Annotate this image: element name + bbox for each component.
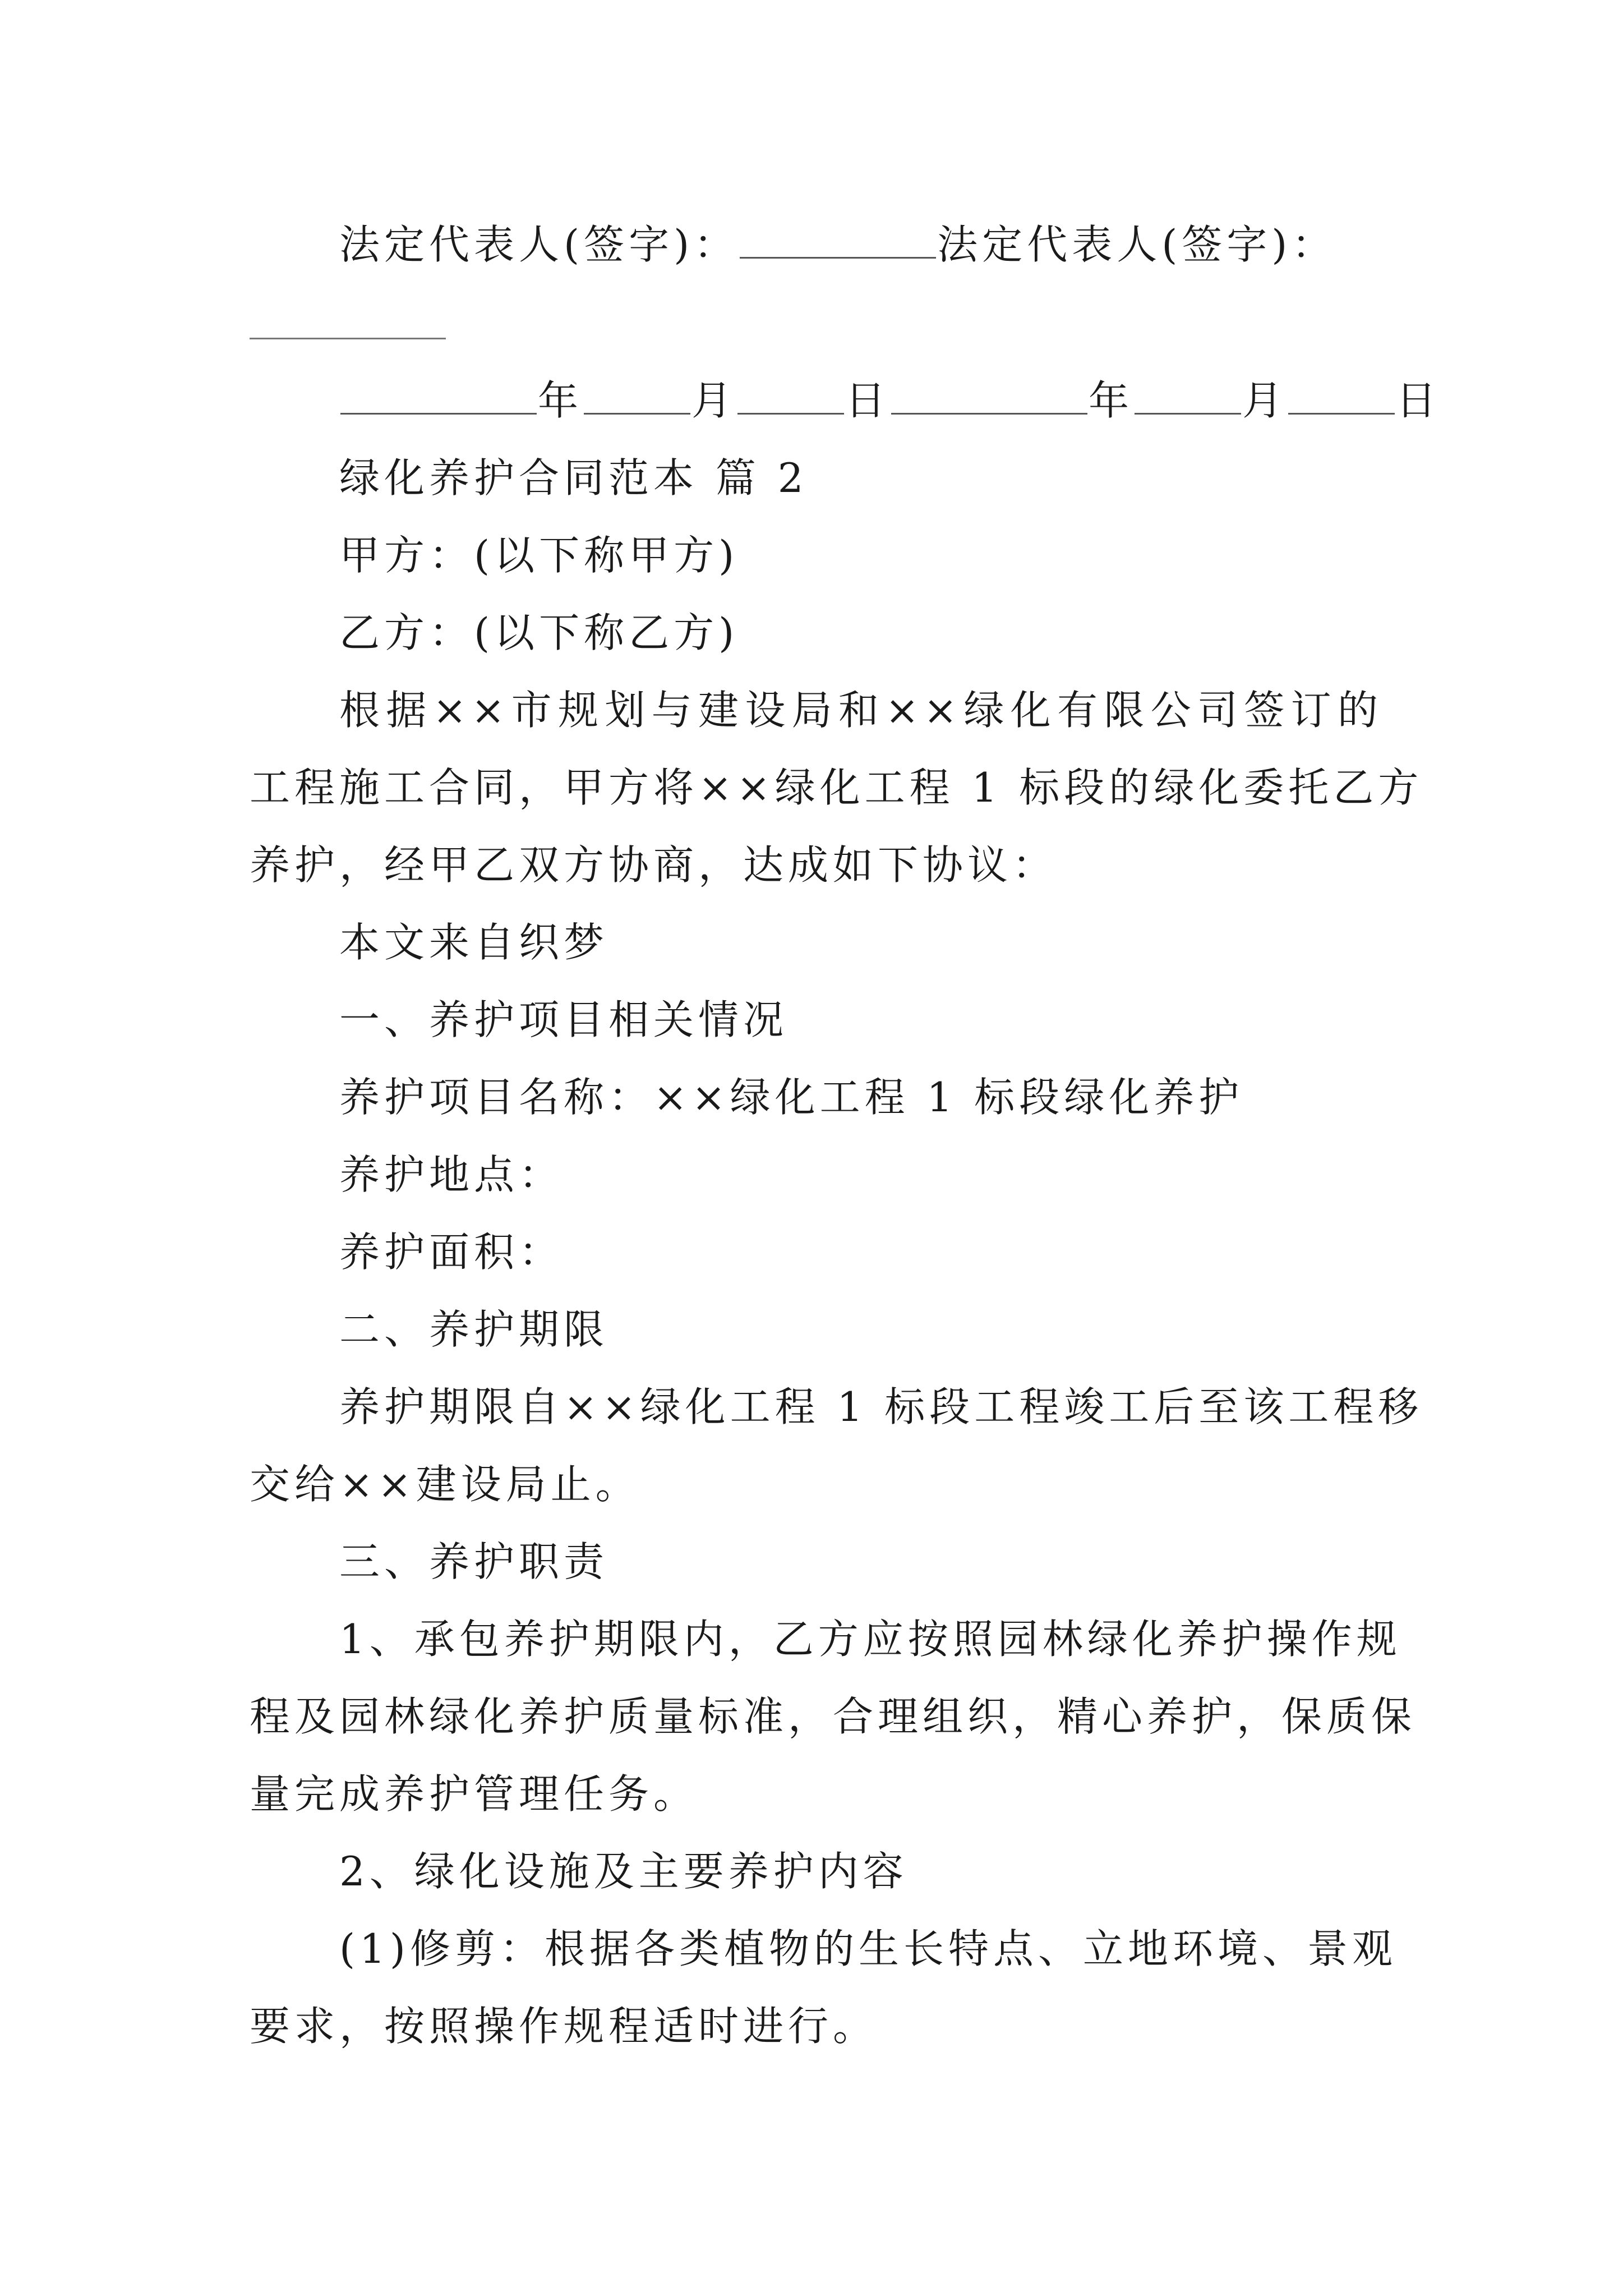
pruning-line-2: 要求，按照操作规程适时进行。 xyxy=(250,2003,878,2050)
project-area: 养护面积： xyxy=(339,1228,564,1276)
intro-line-2: 工程施工合同，甲方将××绿化工程 1 标段的绿化委托乙方 xyxy=(250,764,1423,811)
term-line-2: 交给××建设局止。 xyxy=(250,1461,640,1508)
day-label-a: 日 xyxy=(845,377,891,424)
party-b: 乙方：(以下称乙方) xyxy=(339,609,739,656)
project-location: 养护地点： xyxy=(339,1151,564,1198)
year-label-b: 年 xyxy=(1089,377,1134,424)
month-blank-b xyxy=(1135,378,1241,415)
signature-line xyxy=(339,206,1382,283)
term-line-1: 养护期限自××绿化工程 1 标段工程竣工后至该工程移 xyxy=(339,1383,1423,1430)
rep-label-a: 法定代表人(签字)： xyxy=(339,221,739,268)
month-blank-a xyxy=(584,378,690,415)
year-blank-a xyxy=(340,378,537,415)
section3-title: 三、养护职责 xyxy=(339,1538,609,1585)
section1-title: 一、养护项目相关情况 xyxy=(339,996,789,1043)
party-a: 甲方：(以下称甲方) xyxy=(339,532,739,579)
year-blank-b xyxy=(891,378,1087,415)
source-note: 本文来自织梦 xyxy=(339,919,609,966)
signature-blank-b xyxy=(250,337,446,339)
day-label-b: 日 xyxy=(1396,377,1441,424)
day-blank-b xyxy=(1288,378,1395,415)
day-blank-a xyxy=(737,378,844,415)
year-label-a: 年 xyxy=(538,377,583,424)
intro-line-1: 根据××市规划与建设局和××绿化有限公司签订的 xyxy=(339,687,1382,734)
intro-line-3: 养护，经甲乙双方协商，达成如下协议： xyxy=(250,841,1058,889)
project-name: 养护项目名称：××绿化工程 1 标段绿化养护 xyxy=(339,1074,1244,1121)
month-label-a: 月 xyxy=(691,377,737,424)
duty1-line-1: 1、承包养护期限内，乙方应按照园林绿化养护操作规 xyxy=(339,1616,1401,1663)
duty1-line-2: 程及园林绿化养护质量标准，合理组织，精心养护，保质保 xyxy=(250,1693,1417,1740)
month-label-b: 月 xyxy=(1242,377,1288,424)
section-heading: 绿化养护合同范本 篇 2 xyxy=(339,454,808,501)
rep-label-b: 法定代表人(签字)： xyxy=(937,221,1337,268)
duty2-title: 2、绿化设施及主要养护内容 xyxy=(339,1848,908,1895)
duty1-line-3: 量完成养护管理任务。 xyxy=(250,1770,699,1818)
date-line xyxy=(339,362,1441,439)
signature-blank-a xyxy=(740,222,936,259)
section2-title: 二、养护期限 xyxy=(339,1306,609,1353)
pruning-line-1: (1)修剪：根据各类植物的生长特点、立地环境、景观 xyxy=(339,1925,1397,1972)
